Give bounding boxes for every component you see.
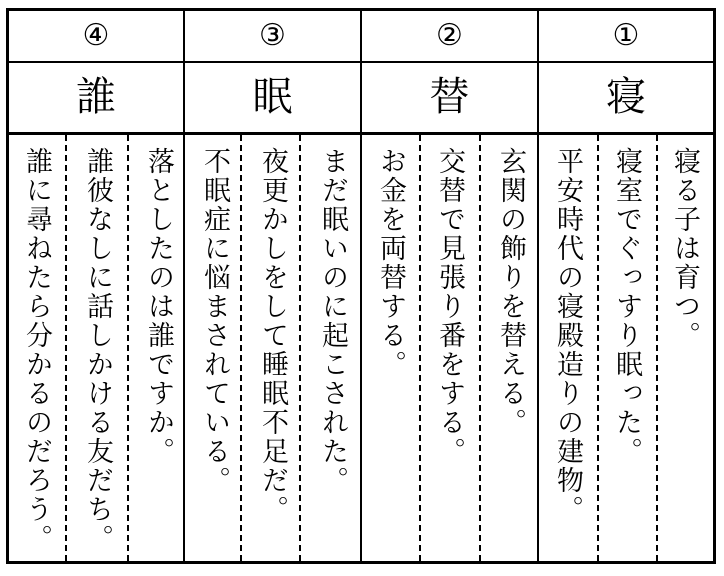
sentence-divider	[299, 135, 301, 561]
sentence-3c: 不眠症に悩まされている。	[199, 147, 230, 495]
section-number-2: ②	[436, 18, 463, 53]
sentence-1c: 平安時代の寝殿造りの建物。	[552, 147, 583, 524]
sentence-divider	[127, 135, 129, 561]
sentence-1b: 寝室でぐっすり眠った。	[611, 147, 642, 466]
sentence-divider	[479, 135, 481, 561]
section-kanji-1: 寝	[606, 74, 646, 120]
section-kanji-2: 替	[429, 74, 470, 120]
sentence-4c: 誰に尋ねたら分かるのだろう。	[21, 147, 52, 553]
section-number-1: ①	[612, 18, 640, 53]
section-number-3: ③	[259, 18, 286, 53]
sentence-3a: まだ眠いのに起こされた。	[317, 147, 348, 495]
section-kanji-3: 眠	[252, 74, 293, 120]
sentence-divider	[240, 135, 242, 561]
sentence-divider	[419, 135, 421, 561]
sentence-4b: 誰彼なしに話しかける友だち。	[82, 147, 113, 553]
sentence-divider	[597, 135, 599, 561]
sentence-divider	[656, 135, 658, 561]
sentence-4a: 落としたのは誰ですか。	[143, 147, 174, 466]
sentence-2c: お金を両替する。	[375, 147, 406, 379]
sentence-divider	[65, 135, 67, 561]
worksheet	[6, 8, 716, 564]
sentence-2b: 交替で見張り番をする。	[434, 147, 465, 466]
section-kanji-4: 誰	[76, 74, 116, 120]
section-number-4: ④	[82, 18, 110, 53]
sentence-1a: 寝る子は育つ。	[669, 147, 700, 350]
sentence-3b: 夜更かしをして睡眠不足だ。	[257, 147, 288, 524]
sentence-2a: 玄関の飾りを替える。	[495, 147, 526, 437]
